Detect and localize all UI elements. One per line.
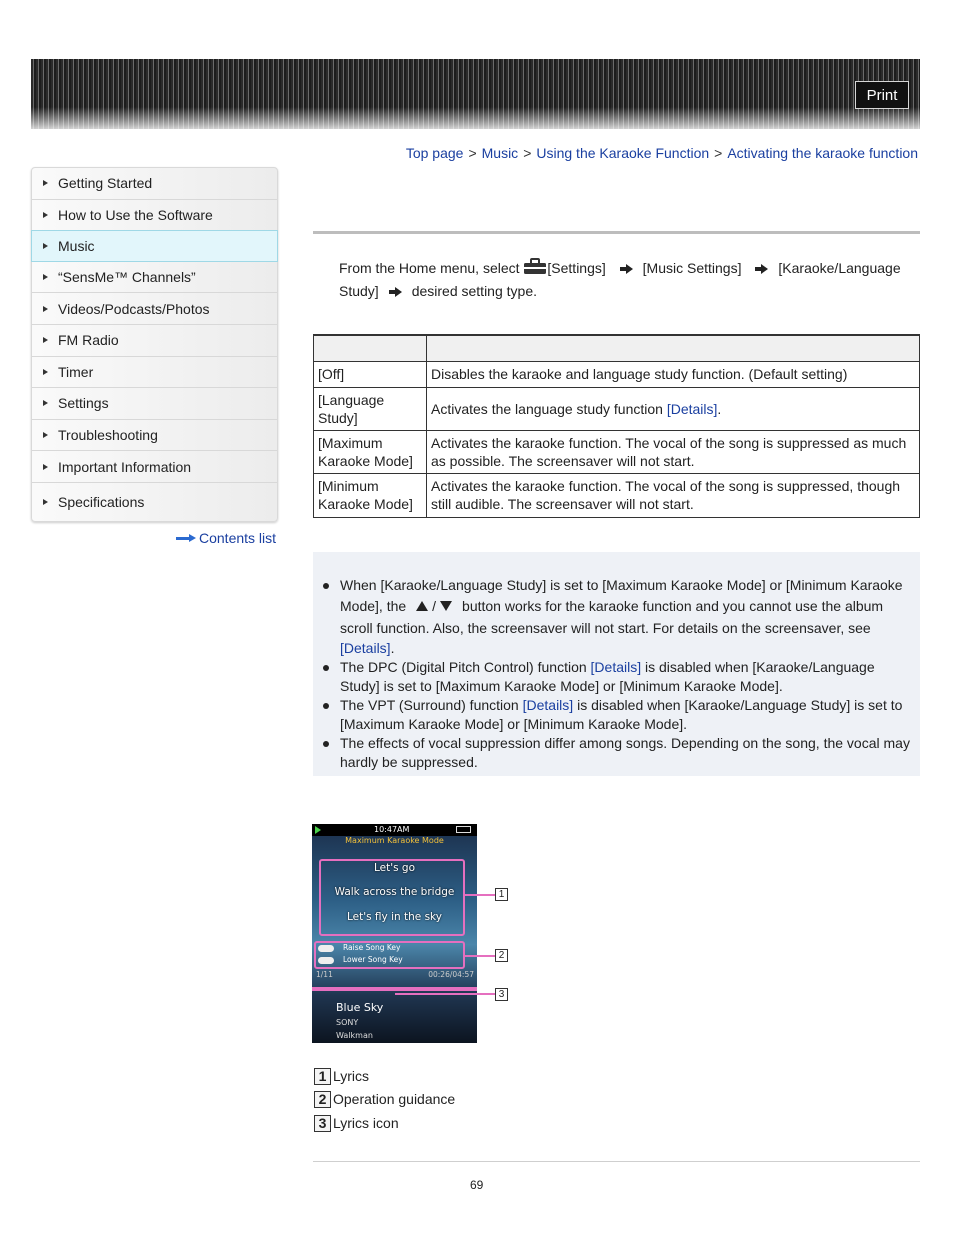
note-text: The effects of vocal suppression differ among songs. Depending on the song, the vocal may hardly be suppressed. [340, 735, 910, 770]
callout-number: 1 [495, 888, 508, 901]
arrow-right-icon [176, 534, 196, 542]
instruction-music-settings: [Music Settings] [642, 260, 742, 276]
setting-name: [Language Study] [314, 387, 427, 430]
guide-label: Lower Song Key [343, 955, 403, 964]
legend-label: Lyrics [333, 1068, 370, 1084]
note-item [322, 734, 917, 772]
breadcrumb [406, 145, 918, 161]
callout-number: 3 [495, 988, 508, 1001]
note-text: button works for the karaoke function and you cannot use the album scroll function. Also, the screensaver will not start. For details on the screensaver, see [340, 598, 884, 636]
sidebar-item-label: Music [58, 237, 95, 254]
arrow-right-icon [43, 400, 48, 406]
legend-item [314, 1090, 455, 1108]
sidebar-item-label: Timer [58, 363, 94, 380]
setting-desc-end: . [717, 400, 722, 417]
lyric-line: Walk across the bridge [334, 886, 455, 898]
notes-box [313, 552, 920, 776]
setting-name: [Maximum Karaoke Mode] [314, 430, 427, 473]
instruction-karaoke: [Karaoke/Language [778, 260, 901, 276]
callout-line [465, 955, 495, 957]
arrow-right-icon [43, 212, 48, 218]
notes-list [322, 576, 917, 772]
setting-description: Activates the karaoke function. The vocal of the song is suppressed as much as possible. The screensaver will not start. [427, 430, 920, 473]
sidebar-item-sensme[interactable] [32, 262, 277, 294]
details-link[interactable]: [Details] [522, 697, 574, 713]
sidebar-nav [31, 167, 278, 522]
down-key-icon [318, 957, 334, 964]
note-item [322, 658, 917, 696]
track-counter: 1/11 [316, 970, 333, 979]
sidebar-item-label: Important Information [58, 458, 192, 475]
sidebar-item-troubleshooting[interactable] [32, 420, 277, 452]
setting-desc-text: Activates the language study function [431, 400, 667, 417]
toolbox-settings-icon [523, 258, 547, 275]
table-row [314, 473, 920, 517]
sidebar-item-label: Specifications [58, 493, 145, 510]
contents-list-label: Contents list [199, 530, 277, 546]
table-row [314, 430, 920, 473]
note-text: The VPT (Surround) function [340, 697, 519, 713]
sidebar-item-label: How to Use the Software [58, 206, 213, 223]
instruction-settings: [Settings] [547, 260, 606, 276]
settings-table [313, 334, 920, 518]
arrow-right-icon [43, 337, 48, 343]
details-link[interactable]: [Details] [590, 659, 642, 675]
legend-label: Operation guidance [333, 1091, 456, 1107]
arrow-right-icon [43, 432, 48, 438]
note-slash: / [432, 598, 437, 614]
guide-label: Raise Song Key [343, 943, 401, 952]
table-row [314, 361, 920, 387]
instruction-text: From the Home menu, select [339, 260, 520, 276]
arrow-right-icon [43, 464, 48, 470]
arrow-right-icon [43, 499, 48, 505]
note-text: The DPC (Digital Pitch Control) function [340, 659, 587, 675]
down-button-icon [440, 601, 452, 611]
sidebar-item-music[interactable] [31, 230, 278, 262]
details-link[interactable]: [Details] [340, 640, 391, 656]
callout-line [395, 993, 495, 995]
device-clock: 10:47AM [374, 825, 410, 834]
note-text: is disabled when [Karaoke/Language Study] is set to [Maximum Karaoke Mode] or [Minimum Karaoke Mode]. [340, 659, 875, 694]
artist-name: SONY [336, 1018, 359, 1027]
breadcrumb-separator: > [523, 145, 532, 161]
sidebar-item-fm-radio[interactable] [32, 325, 277, 357]
device-mode-label: Maximum Karaoke Mode [345, 836, 444, 845]
note-item [322, 576, 917, 658]
breadcrumb-current-page[interactable]: Activating the karaoke function [727, 145, 918, 161]
setting-name: [Off] [314, 361, 427, 387]
table-row [314, 387, 920, 430]
sidebar-item-label: FM Radio [58, 332, 119, 349]
up-key-icon [318, 945, 334, 952]
legend-number: 3 [314, 1115, 331, 1132]
sidebar-item-label: Settings [58, 395, 109, 412]
instructions [339, 257, 914, 303]
song-title: Blue Sky [336, 1001, 384, 1014]
breadcrumb-separator: > [714, 145, 723, 161]
instruction-desired: desired setting type. [411, 283, 537, 299]
legend-number: 2 [314, 1091, 331, 1108]
print-button[interactable]: Print [855, 81, 909, 109]
sidebar-item-important-info[interactable] [32, 451, 277, 483]
legend-number: 1 [314, 1068, 331, 1085]
callout-line [465, 894, 495, 896]
note-text: When [Karaoke/Language Study] is set to [Maximum Karaoke Mode] or [Minimum Karaoke Mode], the [340, 577, 903, 614]
sidebar-item-specifications[interactable] [32, 483, 277, 521]
play-icon [315, 826, 321, 834]
page-number: 69 [470, 1178, 484, 1192]
sidebar-item-label: “SensMe™ Channels” [58, 269, 196, 286]
arrow-right-icon [389, 287, 402, 297]
instruction-karaoke-cont: Study] [339, 283, 379, 299]
setting-description [427, 387, 920, 430]
arrow-right-icon [43, 306, 48, 312]
note-item [322, 696, 917, 734]
breadcrumb-top-page[interactable]: Top page [405, 145, 464, 161]
device-status-bar [312, 824, 477, 836]
note-end: . [390, 640, 395, 656]
sidebar-item-getting-started[interactable] [32, 168, 277, 200]
arrow-right-icon [43, 243, 48, 249]
divider [313, 231, 920, 234]
sidebar-item-timer[interactable] [32, 357, 277, 389]
album-name: Walkman [336, 1031, 373, 1040]
sidebar-item-videos[interactable] [32, 293, 277, 325]
setting-name: [Minimum Karaoke Mode] [314, 473, 427, 517]
arrow-right-icon [755, 264, 768, 274]
setting-description: Disables the karaoke and language study function. (Default setting) [427, 361, 920, 387]
breadcrumb-music[interactable]: Music [481, 145, 519, 161]
header-banner [31, 59, 920, 129]
legend-item [314, 1114, 399, 1132]
sidebar-item-label: Troubleshooting [58, 427, 158, 444]
battery-icon [456, 826, 471, 833]
note-text: is disabled when [Karaoke/Language Study] is set to [Maximum Karaoke Mode] or [Minimum Karaoke Mode]. [340, 697, 903, 732]
footer-divider [313, 1161, 920, 1162]
sidebar-item-label: Videos/Podcasts/Photos [58, 300, 210, 317]
lyric-line: Let's fly in the sky [347, 911, 442, 923]
table-header-row [314, 335, 920, 361]
up-button-icon [416, 601, 428, 611]
breadcrumb-karaoke-function[interactable]: Using the Karaoke Function [536, 145, 710, 161]
arrow-right-icon [620, 264, 633, 274]
arrow-right-icon [43, 274, 48, 280]
progress-info [316, 970, 474, 980]
legend-item [314, 1067, 369, 1085]
legend-label: Lyrics icon [333, 1115, 399, 1131]
arrow-right-icon [43, 369, 48, 375]
details-link[interactable]: [Details] [666, 400, 718, 417]
sidebar-item-settings[interactable] [32, 388, 277, 420]
device-screenshot [312, 824, 477, 1043]
arrow-right-icon [43, 180, 48, 186]
lyric-line: Let's go [373, 862, 416, 874]
elapsed-time: 00:26/04:57 [428, 970, 474, 979]
callout-number: 2 [495, 949, 508, 962]
breadcrumb-separator: > [468, 145, 477, 161]
sidebar-item-software[interactable] [32, 200, 277, 232]
sidebar-item-label: Getting Started [58, 175, 153, 192]
contents-list-link[interactable] [176, 530, 276, 546]
table-header-cell [314, 335, 427, 361]
table-header-cell [427, 335, 920, 361]
progress-bar [312, 987, 477, 991]
setting-description: Activates the karaoke function. The vocal of the song is suppressed, though still audible. The screensaver will not start. [427, 473, 920, 517]
